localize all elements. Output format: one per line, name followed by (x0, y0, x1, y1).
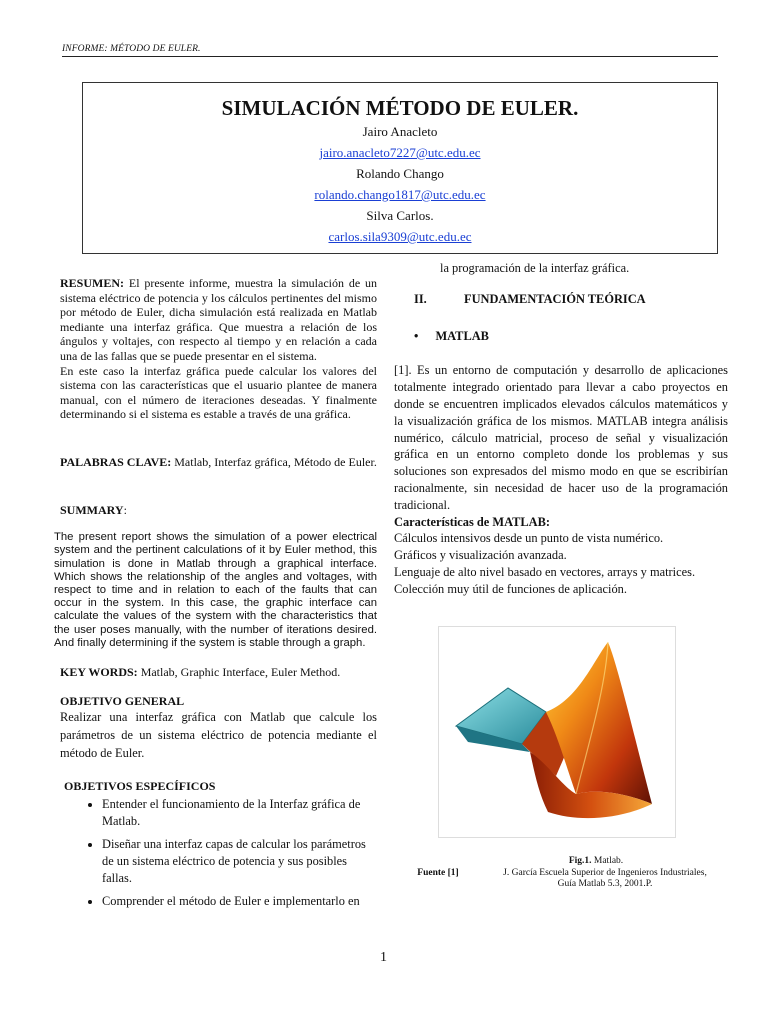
summary-text: The present report shows the simulation of a power electrical system and the pertinent calculations of it by Euler method, this simulation is done in Matlab through a graphical interface. Which shows the relationship of the angles and voltages, with respect to time and in relation to each of the faults that can occur in the system. In this case, the graphic interface can calculate the values of the system with the characteristics that the user poses manually, with the number of iterations desired. And finally determining if the system is stable through a graph. (54, 531, 377, 649)
page-number: 1 (380, 950, 387, 965)
key-words (60, 665, 377, 680)
figure-caption (394, 856, 728, 891)
figure-caption-text: Matlab. (593, 856, 624, 866)
figure-caption-title (394, 856, 728, 868)
bullet-icon: • (414, 328, 419, 343)
right-column (394, 260, 728, 598)
objetivo-general-heading: OBJETIVO GENERAL (60, 693, 185, 708)
figure-label: Fig.1. (568, 856, 592, 866)
section-heading (394, 291, 728, 308)
section-number: II. (414, 291, 427, 306)
subsection-heading (414, 328, 728, 345)
matlab-membrane-icon (438, 626, 676, 838)
summary-colon: : (123, 502, 127, 517)
palabras-clave-text: Matlab, Interfaz gráfica, Método de Euler. (174, 454, 377, 469)
summary-label: SUMMARY (60, 502, 124, 517)
list-item: • Diseñar una interfaz capas de calcular los parámetros de un sistema eléctrico de potencia y sus posibles fallas. (102, 836, 377, 887)
author-email-link[interactable]: jairo.anacleto7227@utc.edu.ec (319, 145, 481, 160)
author-name: Rolando Chango (356, 166, 444, 181)
title-box (82, 82, 718, 254)
author-email-link[interactable]: rolando.chango1817@utc.edu.ec (314, 187, 486, 202)
paper-title: SIMULACIÓN MÉTODO DE EULER. (221, 96, 579, 120)
key-words-label: KEY WORDS: (60, 664, 138, 679)
feature-item: Cálculos intensivos desde un punto de vista numérico. (394, 531, 664, 546)
figure-source-row (394, 868, 728, 891)
key-words-text: Matlab, Graphic Interface, Euler Method. (140, 664, 341, 679)
palabras-clave-label: PALABRAS CLAVE: (60, 454, 172, 469)
feature-item: Lenguaje de alto nivel basado en vectores, arrays y matrices. (394, 564, 696, 579)
running-header: INFORME: MÉTODO DE EULER. (62, 44, 718, 57)
list-item: • Comprender el método de Euler e implementarlo en (102, 893, 377, 910)
resumen-label: RESUMEN: (60, 276, 125, 290)
author-name: Silva Carlos. (366, 208, 434, 223)
matlab-logo-figure (438, 626, 676, 838)
feature-item: Gráficos y visualización avanzada. (394, 548, 567, 563)
resumen-paragraph (60, 276, 377, 364)
figure-source-label: Fuente [1] (417, 867, 459, 878)
figure-source-line-2: Guía Matlab 5.3, 2001.P. (557, 879, 653, 889)
list-item: • Entender el funcionamiento de la Interfaz gráfica de Matlab. (102, 796, 377, 830)
objetivos-especificos-heading: OBJETIVOS ESPECÍFICOS (64, 779, 216, 794)
subsection-title: MATLAB (435, 328, 489, 343)
author-email-link[interactable]: carlos.sila9309@utc.edu.ec (328, 229, 472, 244)
features-title: Características de MATLAB: (394, 514, 550, 529)
summary-heading (60, 503, 377, 518)
objetivos-list (54, 796, 377, 910)
resumen-text-2: En este caso la interfaz gráfica puede calcular los valores del sistema con las características que el usuario plantee de manera manual, con el número de iteraciones deseadas. Y finalmente determinando si el sistema es estable a través de una gráfica. (60, 363, 377, 422)
resumen-text: El presente informe, muestra la simulación de un sistema eléctrico de potencia y los cálculos pertinentes del mismo por método de Euler, dicha simulación está realizada en Matlab mediante una interfaz gráfica. Que muestra a relación de los ángulos y voltajes, con respecto al tiempo y en relación a cada una de las fallas que se puede presentar en el sistema. (60, 276, 377, 363)
figure-source-text (482, 868, 728, 891)
figure-source-line-1: J. García Escuela Superior de Ingenieros Industriales, (503, 867, 707, 878)
author-name: Jairo Anacleto (362, 124, 438, 139)
objetivo-general-text: Realizar una interfaz gráfica con Matlab que calcule los parámetros de un sistema eléctrico de potencia mediante el método de Euler. (60, 710, 377, 761)
continuation-text: la programación de la interfaz gráfica. (440, 261, 630, 275)
matlab-paragraph: [1]. Es un entorno de computación y desarrollo de aplicaciones totalmente integrado orientado para llevar a cabo proyectos en donde se encuentren implicados elevados cálculos matemáticos y la visualización gráfica de los mismos. MATLAB integra análisis numérico, cálculo matricial, proceso de señal y visualización gráfica en un entorno completo donde los problemas y sus soluciones son expresados del mismo modo en que se escribirían racionalmente, sin necesidad de hacer uso de la programación tradicional. (394, 363, 728, 512)
feature-item: Colección muy útil de funciones de aplicación. (394, 581, 627, 596)
section-title: FUNDAMENTACIÓN TEÓRICA (464, 291, 646, 306)
palabras-clave (60, 455, 377, 470)
left-column (54, 276, 377, 916)
